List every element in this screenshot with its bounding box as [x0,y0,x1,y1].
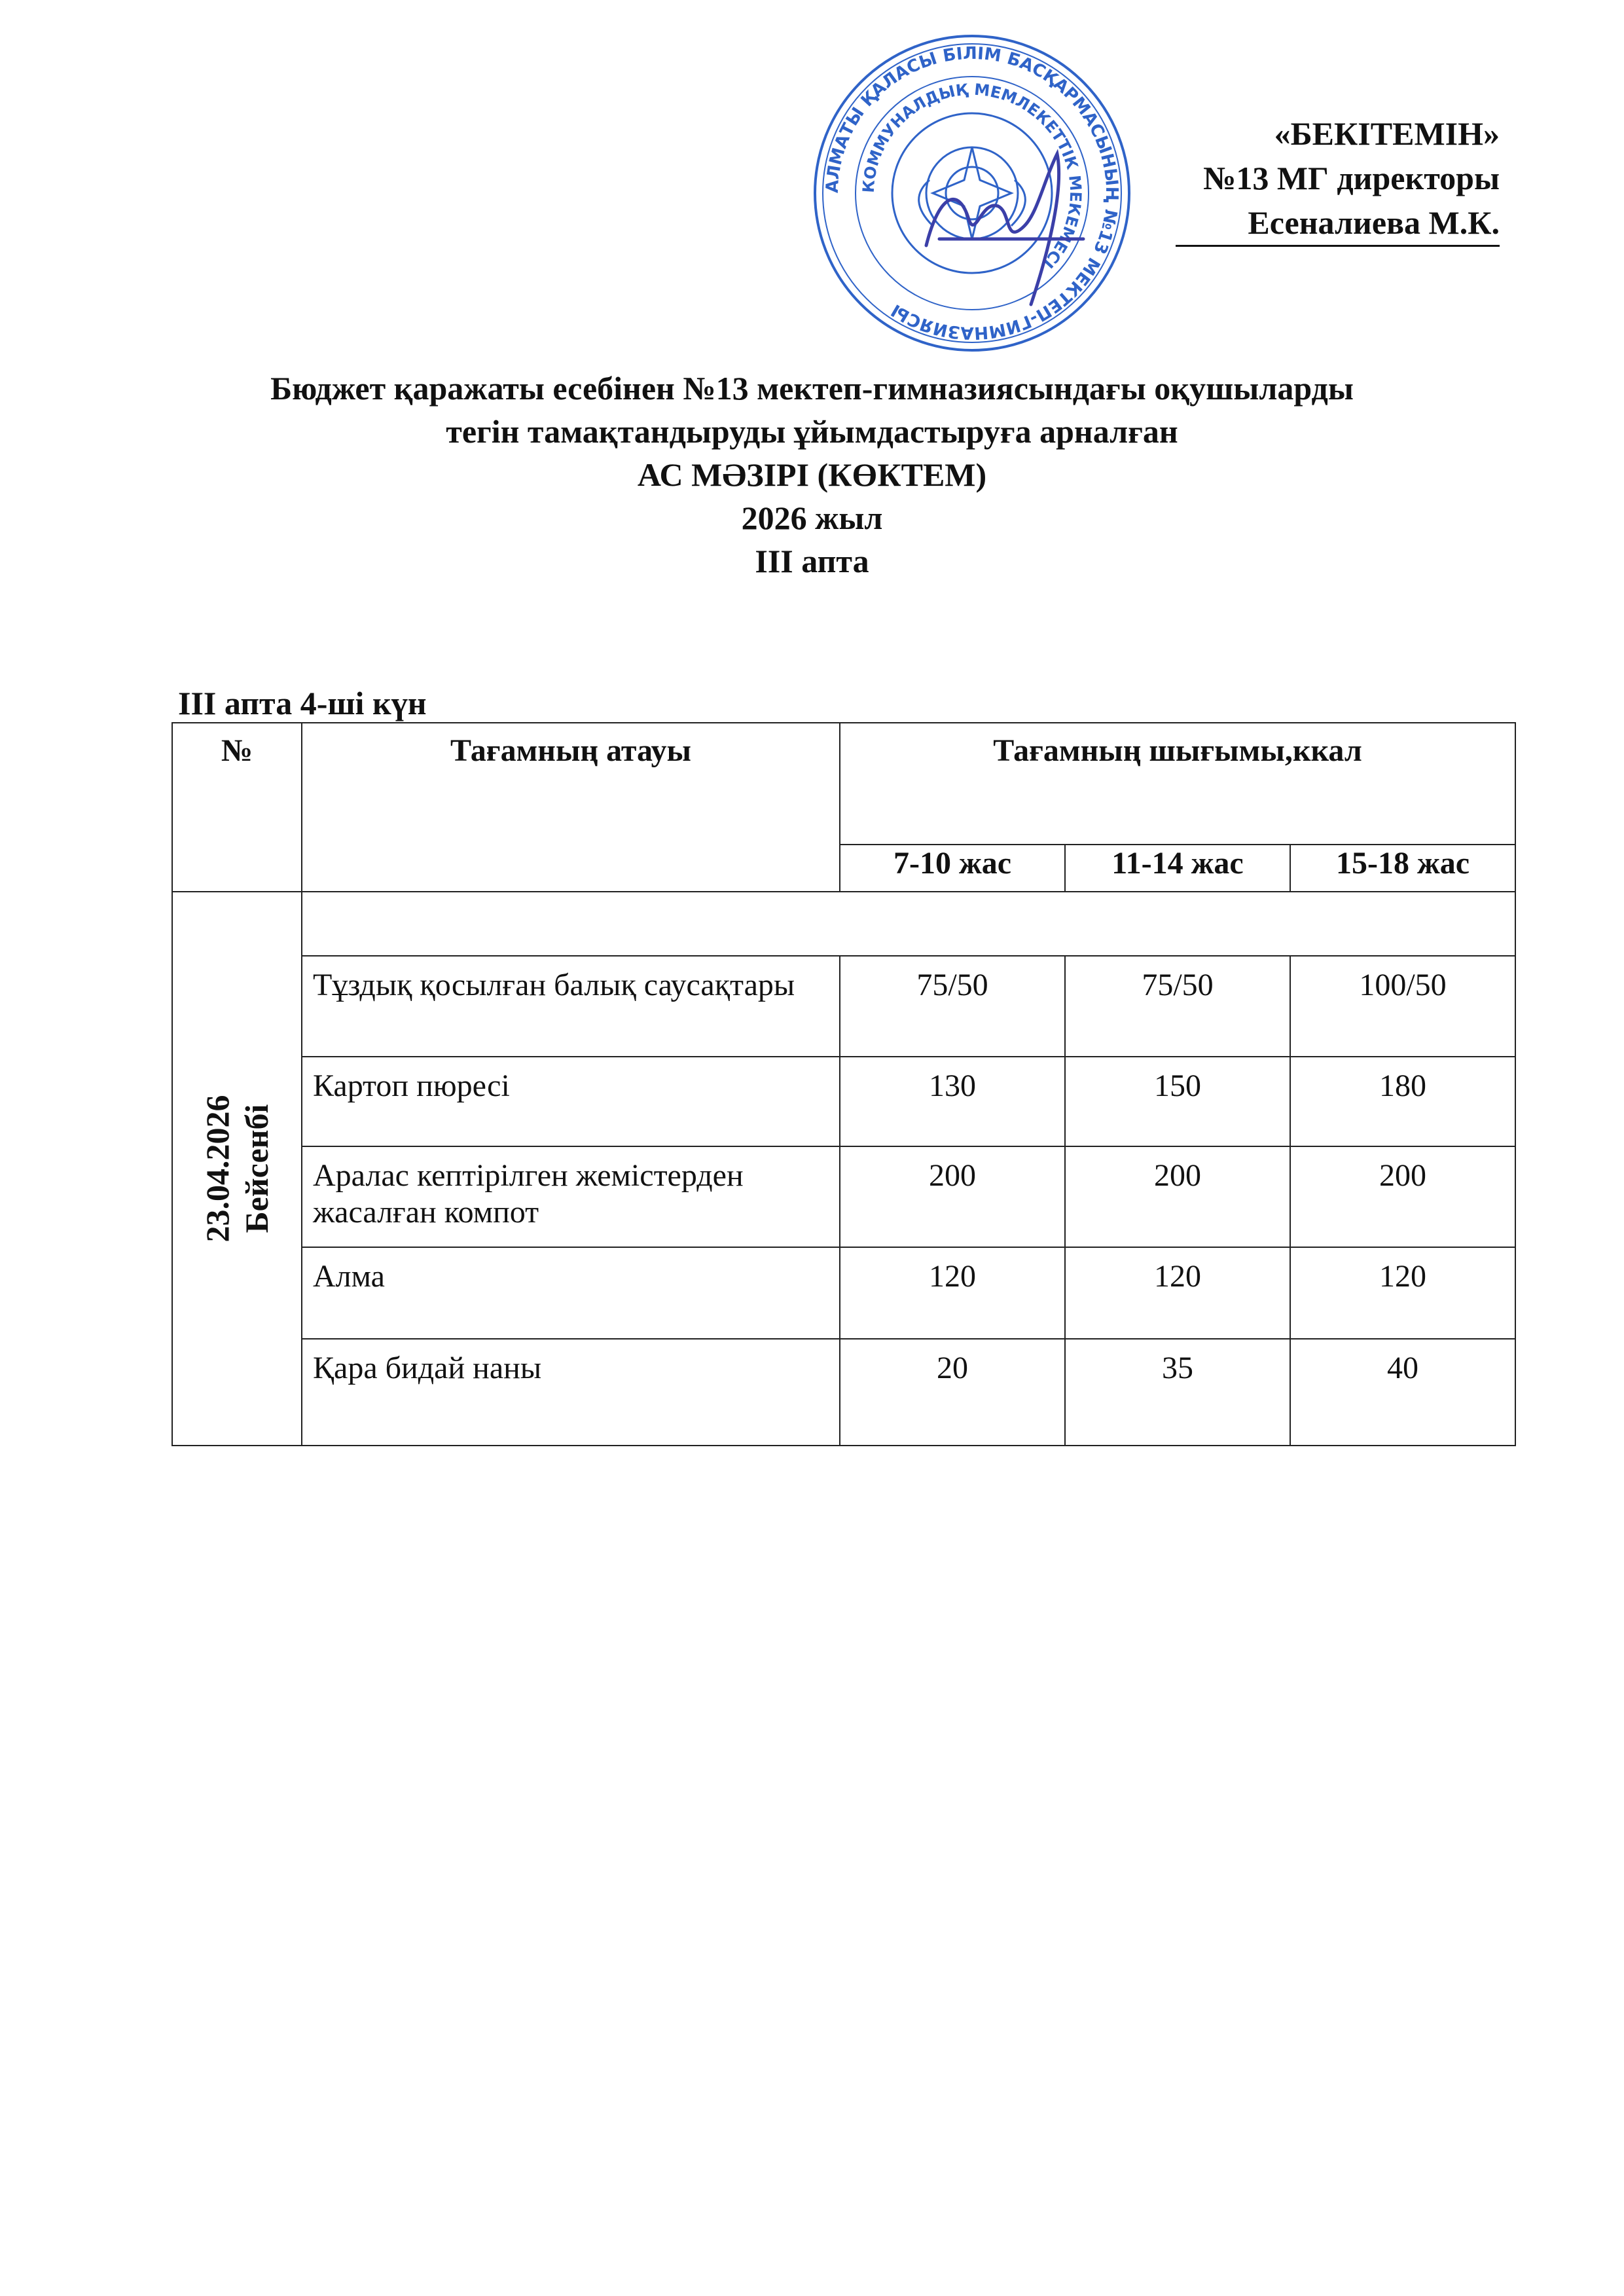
heading-line-1: Бюджет қаражаты есебінен №13 мектеп-гимназиясындағы оқушыларды [270,370,1354,407]
value-15-18: 120 [1290,1247,1515,1339]
value-15-18: 180 [1290,1057,1515,1146]
approval-block [1176,111,1500,247]
date-value: 23.04.2026 [199,1095,236,1243]
value-7-10: 120 [840,1247,1065,1339]
dish-name: Алма [302,1247,840,1339]
heading-line-3: АС МӘЗІРІ (КӨКТЕМ) [637,456,987,493]
value-11-14: 75/50 [1065,956,1290,1057]
table-row [172,1339,1515,1446]
value-15-18: 100/50 [1290,956,1515,1057]
header-no: № [172,723,302,892]
value-7-10: 20 [840,1339,1065,1446]
table-header-row [172,723,1515,845]
age-group-2: 11-14 жас [1065,845,1290,892]
approval-name: Есеналиева М.К. [1176,200,1500,247]
approval-position: №13 МГ директоры [1203,160,1500,196]
heading-line-5: III апта [755,543,869,579]
header-name: Тағамның атауы [302,723,840,892]
heading-line-4: 2026 жыл [741,500,883,536]
value-11-14: 200 [1065,1146,1290,1247]
value-15-18: 200 [1290,1146,1515,1247]
stamp-inner-text: КОММУНАЛДЫҚ МЕМЛЕКЕТТІК МЕКЕМЕСІ [859,80,1085,272]
age-group-3: 15-18 жас [1290,845,1515,892]
table-row [172,956,1515,1057]
value-15-18: 40 [1290,1339,1515,1446]
table-spacer-row [172,892,1515,956]
value-7-10: 200 [840,1146,1065,1247]
official-stamp [808,29,1136,357]
value-7-10: 130 [840,1057,1065,1146]
table-row [172,1146,1515,1247]
approval-label: «БЕКІТЕМІН» [1274,115,1500,152]
value-11-14: 120 [1065,1247,1290,1339]
heading-line-2: тегін тамақтандыруды ұйымдастыруға арналған [446,413,1178,450]
menu-table [171,722,1516,1446]
day-label: III апта 4-ші күн [178,685,427,721]
header-output: Тағамның шығымы,ккал [840,723,1515,845]
table-row [172,1057,1515,1146]
date-cell [172,892,302,1446]
dish-name: Аралас кептірілген жемістерден жасалған компот [302,1146,840,1247]
spacer-cell [302,892,1515,956]
value-11-14: 150 [1065,1057,1290,1146]
dish-name: Қара бидай наны [302,1339,840,1446]
weekday-value: Бейсенбі [238,1104,275,1233]
stamp-outer-text: АЛМАТЫ ҚАЛАСЫ БІЛІМ БАСҚАРМАСЫНЫҢ №13 МЕКТЕП-ГИМНАЗИЯСЫ [822,43,1122,343]
table-row [172,1247,1515,1339]
document-heading [131,367,1493,583]
age-group-1: 7-10 жас [840,845,1065,892]
dish-name: Картоп пюресі [302,1057,840,1146]
value-7-10: 75/50 [840,956,1065,1057]
value-11-14: 35 [1065,1339,1290,1446]
dish-name: Тұздық қосылған балық саусақтары [302,956,840,1057]
